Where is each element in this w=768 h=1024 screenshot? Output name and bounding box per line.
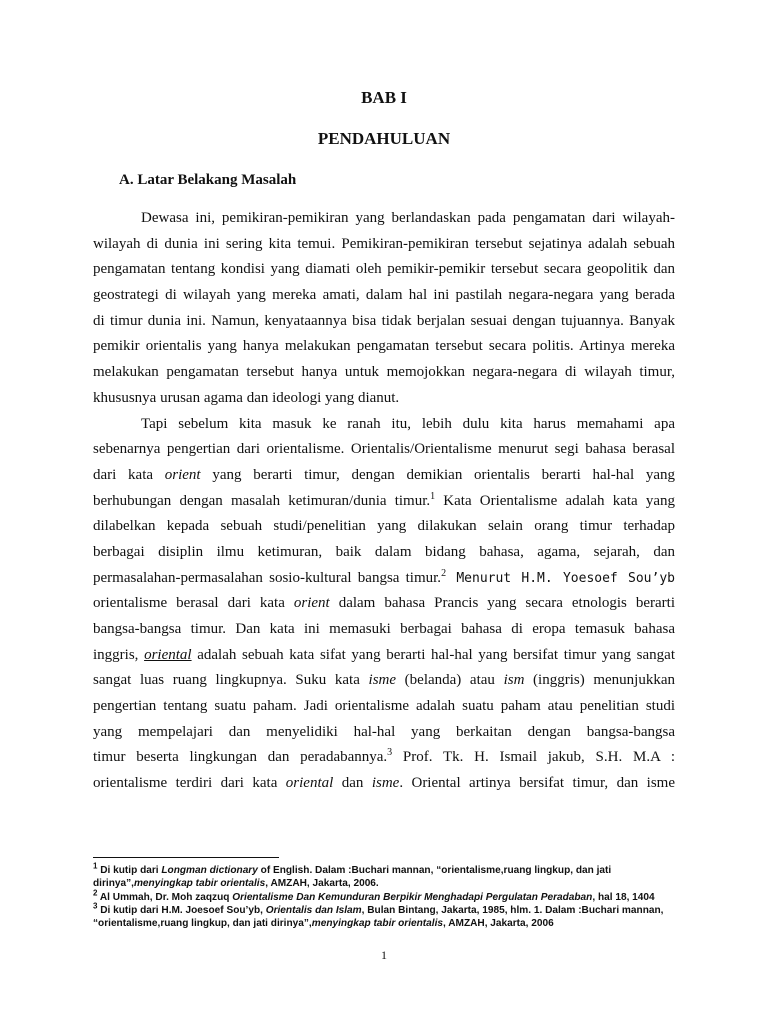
underlined-italic-term: oriental [144, 646, 192, 663]
paragraph-2-line [93, 745, 675, 771]
footnote-text: , AMZAH, Jakarta, 2006 [443, 918, 554, 930]
footnote-source-title: menyingkap tabir orientalis [133, 878, 266, 890]
footnotes [93, 861, 683, 930]
paragraph-1-line: Dewasa ini, pemikiran-pemikiran yang berlandaskan pada pengamatan dari wilayah- [141, 210, 675, 226]
footnote-text: Dalam :Buchari mannan, “orientalisme,ruang lingkup, dan jati [312, 865, 612, 876]
paragraph-1-line: melakukan pengamatan tersebut hanya untuk memojokkan negara-negara di wilayah timur, [93, 364, 675, 381]
paragraph-2-line [93, 489, 675, 515]
footnote-text: , hal 18, 1404 [592, 891, 655, 903]
italic-term: oriental [285, 775, 334, 792]
italic-term: ism [503, 672, 525, 689]
footnote-source-title: Longman dictionary [161, 865, 261, 876]
footnote-source-title: Orientalis dan Islam [265, 904, 362, 916]
footnote-1 [93, 861, 683, 877]
page-number: 1 [381, 948, 387, 962]
footnote-text: “orientalisme,ruang lingkup, dan jati dirinya”, [93, 918, 312, 930]
footnote-lead: Di kutip dari [97, 865, 162, 876]
paragraph-1-line: pemikir orientalis yang hanya melakukan pengamatan tersebut secara politis. Artinya mereka [93, 338, 675, 355]
paragraph-2-line [93, 463, 675, 489]
text-run: dari kata [93, 466, 165, 483]
paragraph-2-line [93, 643, 675, 669]
footnote-ref-1[interactable]: 1 [430, 490, 436, 502]
paragraph-2-line [93, 566, 675, 592]
paragraph-2-line [93, 591, 675, 617]
text-run: dan [333, 775, 372, 792]
text-run: timur beserta lingkungan dan peradabannya. [93, 749, 388, 766]
footnote-source-title: menyingkap tabir orientalis [311, 918, 444, 930]
footnote-3 [93, 901, 683, 917]
chapter-number: BAB I [361, 88, 407, 107]
text-run: orientalisme terdiri dari kata [93, 775, 286, 792]
paragraph-1-line: khususnya urusan agama dan ideologi yang dianut. [93, 389, 400, 406]
text-run: Prof. Tk. H. Ismail jakub, S.H. M.A : [392, 749, 676, 766]
text-run: berhubungan dengan masalah ketimuran/dunia timur. [93, 492, 431, 509]
footnote-2 [93, 888, 683, 904]
paragraph-2-line: yang mempelajari dan menyelidiki hal-hal yang berkaitan dengan bangsa-bangsa [93, 723, 675, 740]
paragraph-1-line: pengamatan tentang kondisi yang diamati oleh pemikir-pemikir tersebut secara geopolitik dan [93, 261, 675, 278]
footnote-ref-3[interactable]: 3 [387, 747, 393, 759]
footnote-text: , AMZAH, Jakarta, 2006. [265, 878, 379, 890]
text-run: adalah sebuah kata sifat yang berarti hal-hal yang bersifat timur yang sangat [191, 646, 675, 663]
text-run: orientalisme berasal dari kata [93, 595, 294, 612]
paragraph-2-line: berbagai disiplin ilmu ketimuran, baik dalam bidang bahasa, agama, sejarah, dan [93, 543, 675, 560]
footnote-lead: Di kutip dari [97, 904, 159, 916]
text-run: dalam bahasa Prancis yang secara etnologis berarti [329, 595, 675, 612]
paragraph-1-line: geostrategi di wilayah yang mereka amati, dalam hal ini pastilah negara-negara yang berada [93, 287, 675, 304]
footnote-marker: 1 [93, 861, 98, 871]
italic-term: isme [371, 775, 400, 792]
paragraph-2-line [93, 668, 675, 694]
chapter-title: PENDAHULUAN [317, 129, 451, 148]
footnote-marker: 2 [93, 888, 98, 898]
paragraph-1-line: di timur dunia ini. Namun, kenyataannya bisa tidak berjalan sesuai dengan tujuannya. Banyak [93, 312, 675, 329]
footnote-source-title: Orientalisme Dan Kemunduran Berpikir Menghadapi Pergulatan Peradaban [232, 891, 593, 903]
footnote-text: dirinya”, [93, 878, 134, 890]
text-run: permasalahan-permasalahan sosio-kultural bangsa timur. [93, 569, 442, 586]
section-heading: A. Latar Belakang Masalah [119, 172, 297, 188]
text-run: (inggris) menunjukkan [524, 672, 675, 689]
italic-term: orient [164, 466, 201, 483]
footnote-ref-2[interactable]: 2 [441, 567, 447, 579]
footnote-1-cont [93, 877, 683, 890]
paragraph-2-line [93, 771, 675, 797]
text-run: inggris, [93, 646, 145, 663]
italic-term: isme [368, 672, 397, 689]
footnote-text: H.M. Joesoef Sou’yb, [158, 904, 266, 916]
text-run: . Oriental artinya bersifat timur, dan isme [399, 775, 675, 792]
body-text [93, 206, 675, 797]
italic-term: orient [293, 595, 330, 612]
footnote-text: Al Ummah, Dr. Moh zaqzuq [97, 891, 233, 903]
footnote-source-title: of English. [260, 865, 313, 876]
text-run-monospace: Menurut H.M. Yoesoef Sou’yb [446, 570, 675, 586]
footnote-text: , Bulan Bintang, Jakarta, 1985, hlm. 1. Dalam :Buchari mannan, [361, 904, 664, 916]
paragraph-2-line: dilabelkan kepada sebuah studi/penelitian yang dilakukan selain orang timur terhadap [93, 518, 675, 535]
text-run: (belanda) atau [396, 672, 504, 689]
paragraph-2-line: pengertian tentang suatu paham. Jadi orientalisme adalah suatu paham atau penelitian studi [93, 698, 675, 715]
footnote-marker: 3 [93, 901, 98, 911]
text-run: yang berarti timur, dengan demikian orientalis berarti hal-hal yang [200, 466, 675, 483]
text-run: Kata Orientalisme adalah kata yang [435, 492, 676, 509]
footnote-separator [93, 857, 279, 858]
paragraph-2-line: bangsa-bangsa timur. Dan kata ini memasuki berbagai bahasa di eropa temasuk bahasa [93, 621, 675, 637]
footnote-3-cont [93, 917, 683, 930]
paragraph-1-line: wilayah di dunia ini sering kita temui. Pemikiran-pemikiran tersebut sejatinya adalah sebuah [93, 235, 675, 252]
paragraph-2-line: sebenarnya pengertian dari orientalisme. Orientalis/Orientalisme menurut segi bahasa berasal [93, 441, 675, 458]
text-run: sangat luas ruang lingkupnya. Suku kata [93, 672, 369, 689]
paragraph-2-line: Tapi sebelum kita masuk ke ranah itu, lebih dulu kita harus memahami apa [141, 415, 675, 432]
